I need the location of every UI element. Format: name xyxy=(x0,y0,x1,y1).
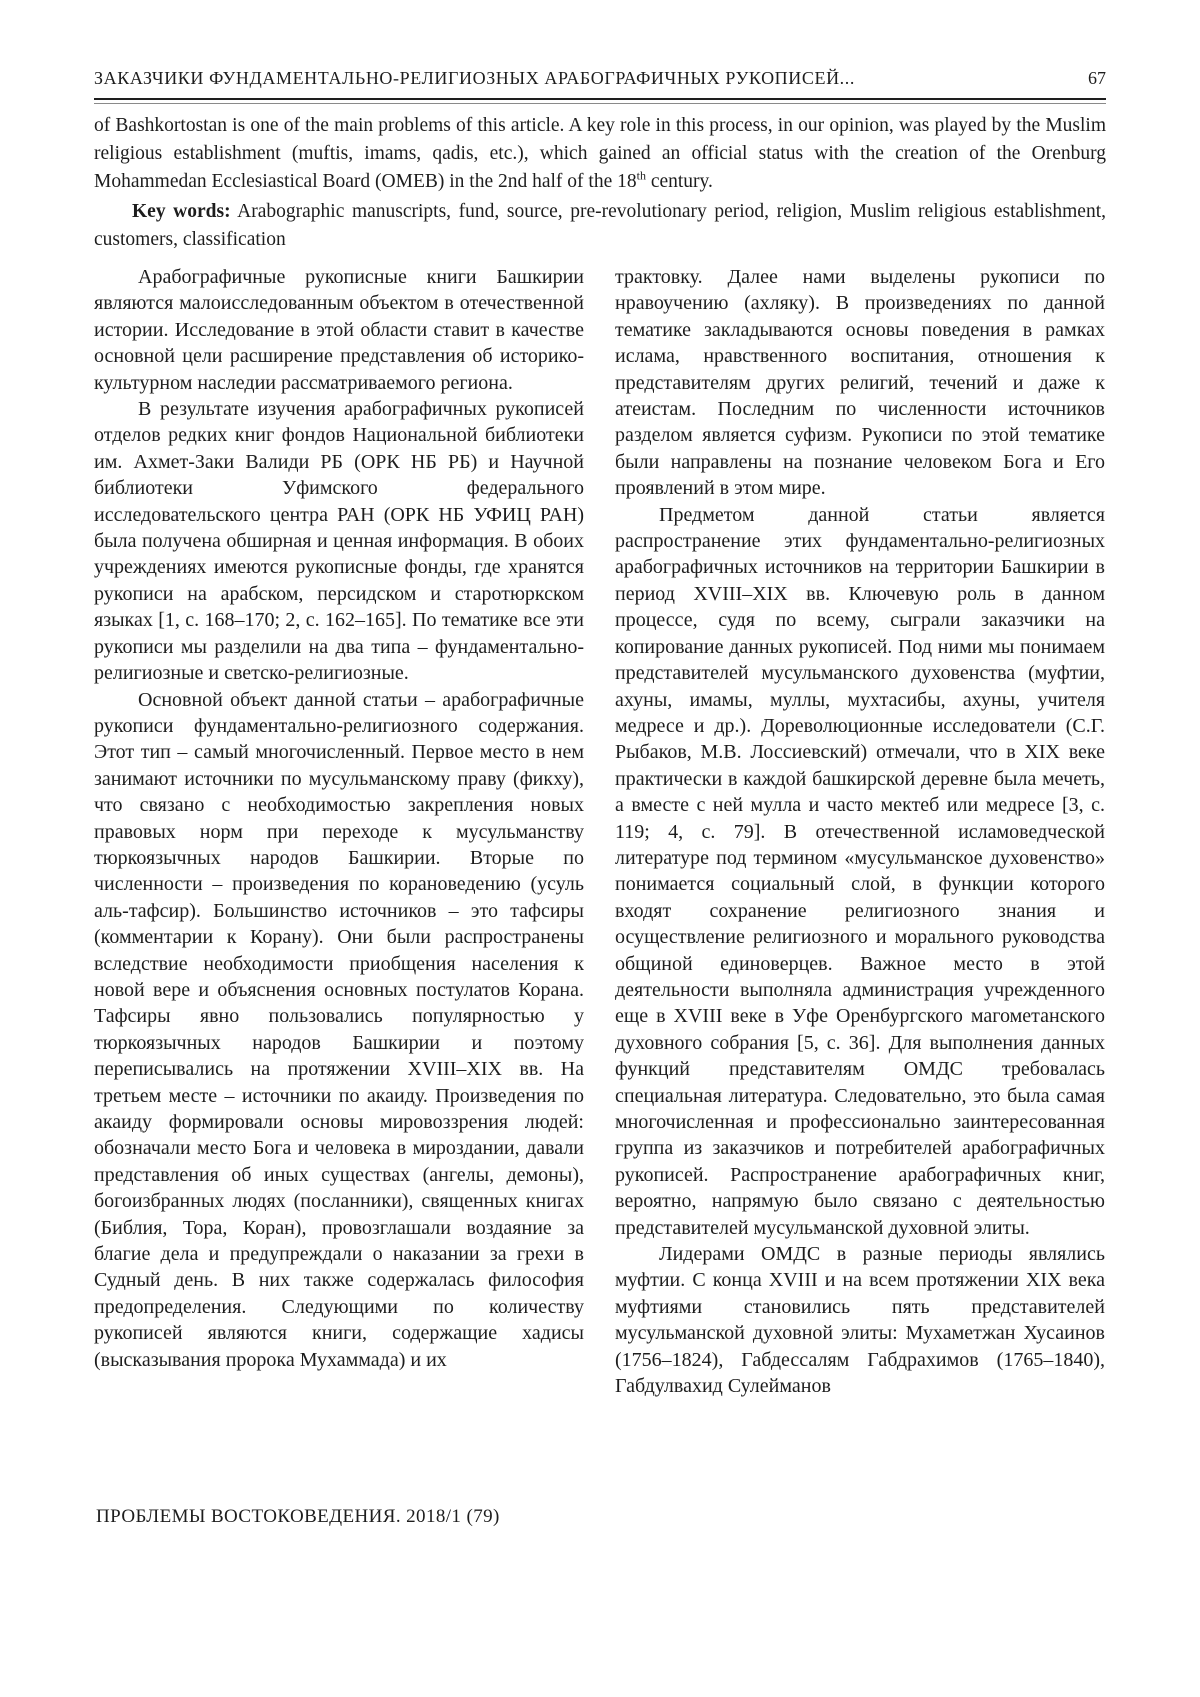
right-column xyxy=(615,264,1105,1399)
page-number: 67 xyxy=(1088,68,1106,88)
journal-footer-line: ПРОБЛЕМЫ ВОСТОКОВЕДЕНИЯ. 2018/1 (79) xyxy=(96,1506,500,1527)
keywords-label: Key words: xyxy=(132,201,231,222)
abstract-english-paragraph xyxy=(94,112,1106,197)
left-column xyxy=(94,264,584,1399)
keywords-paragraph xyxy=(94,198,1106,254)
paragraph: Основной объект данной статьи – арабографичные рукописи фундаментально-религиозного содержания. Этот тип – самый многочисленный. Первое место в нем занимают источники по мусульманскому праву (фикху), что связано с необходимостью закрепления новых правовых норм при переходе к мусульманству тюркоязычных народов Башкирии. Вторые по численности – произведения по корановедению (усуль аль-тафсир). Большинство источников – это тафсиры (комментарии к Корану). Они были распространены вследствие необходимости приобщения населения к новой вере и объяснения основных постулатов Корана. Тафсиры явно пользовались популярностью у тюркоязычных народов Башкирии и поэтому переписывались на протяжении XVIII–XIX вв. На третьем месте – источники по акаиду. Произведения по акаиду формировали основы мировоззрения людей: обозначали место Бога и человека в мироздании, давали представления об иных существах (ангелы, демоны), богоизбранных людях (посланники), священных книгах (Библия, Тора, Коран), провозглашали воздаяние за благие дела и предупреждали о наказании за грехи в Судный день. В них также содержалась философия предопределения. Следующими по количеству рукописей являются книги, содержащие хадисы (высказывания пророка Мухаммада) и их xyxy=(94,688,584,1371)
ordinal-superscript: th xyxy=(636,168,646,183)
article-body xyxy=(94,264,1106,1399)
running-header xyxy=(94,68,1106,89)
keywords-text: Arabographic manuscripts, fund, source, pre-revolutionary period, religion, Muslim religious establishment, customers, classification xyxy=(94,201,1106,251)
paragraph: Лидерами ОМДС в разные периоды являлись муфтии. С конца XVIII и на всем протяжении XIX века муфтиями становились пять представителей мусульманской духовной элиты: Мухаметжан Хусаинов (1756–1824), Габдессалям Габдрахимов (1765–1840), Габдулвахид Сулейманов xyxy=(615,1243,1105,1398)
abstract-tail: century. xyxy=(645,171,713,193)
paragraph: В результате изучения арабографичных рукописей отделов редких книг фондов Национальной библиотеки им. Ахмет-Заки Валиди РБ (ОРК НБ РБ) и Научной библиотеки Уфимского федерального исследовательского центра РАН (ОРК НБ УФИЦ РАН) была получена обширная и ценная информация. В обоих учреждениях имеются рукописные фонды, где хранятся рукописи на арабском, персидском и старотюркском языках [1, с. 168–170; 2, с. 162–165]. По тематике все эти рукописи мы разделили на два типа – фундаментально-религиозные и светско-религиозные. xyxy=(94,398,584,685)
paragraph: Предметом данной статьи является распространение этих фундаментально-религиозных арабографичных источников на территории Башкирии в период XVIII–XIX вв. Ключевую роль в данном процессе, судя по всему, сыграли заказчики на копирование данных рукописей. Под ними мы понимаем представителей мусульманского духовенства (муфтии, ахуны, имамы, муллы, мухтасибы, ахуны, учителя медресе и др.). Дореволюционные исследователи (С.Г. Рыбаков, М.В. Лоссиевский) отмечали, что в XIX веке практически в каждой башкирской деревне была мечеть, а вместе с ней мулла и часто мектеб или медресе [3, с. 119; 4, с. 79]. В отечественной исламоведческой литературе под термином «мусульманское духовенство» понимается социальный слой, в функции которого входят сохранение религиозного знания и осуществление религиозного и морального руководства общиной единоверцев. Важное место в этой деятельности выполняла администрация учрежденного еще в XVIII веке в Уфе Оренбургского магометанского духовного собрания [5, с. 36]. Для выполнения данных функций представителям ОМДС требовалась специальная литература. Следовательно, это была самая многочисленная и профессионально заинтересованная группа из заказчиков и потребителей арабографичных рукописей. Распространение арабографичных книг, вероятно, напрямую было связано с деятельностью представителей мусульманской духовной элиты. xyxy=(615,503,1105,1239)
paragraph: Арабографичные рукописные книги Башкирии являются малоисследованным объектом в отечественной истории. Исследование в этой области ставит в качестве основной цели расширение представления об историко-культурном наследии рассматриваемого региона. xyxy=(94,266,584,394)
header-rule xyxy=(94,98,1106,104)
abstract-text: of Bashkortostan is one of the main problems of this article. A key role in this process, in our opinion, was played by the Muslim religious establishment (muftis, imams, qadis, etc.), which gained an official status with the creation of the Orenburg Mohammedan Ecclesiastical Board (OMEB) in the 2nd half of the 18 xyxy=(94,115,1106,193)
running-title: ЗАКАЗЧИКИ ФУНДАМЕНТАЛЬНО-РЕЛИГИОЗНЫХ АРАБОГРАФИЧНЫХ РУКОПИСЕЙ... xyxy=(94,68,855,88)
paragraph-continuation: трактовку. Далее нами выделены рукописи по нравоучению (ахляку). В произведениях по данной тематике закладываются основы поведения в рамках ислама, нравственного воспитания, отношения к представителям других религий, течений и даже к атеистам. Последним по численности источников разделом является суфизм. Рукописи по этой тематике были направлены на познание человеком Бога и Его проявлений в этом мире. xyxy=(615,266,1105,500)
